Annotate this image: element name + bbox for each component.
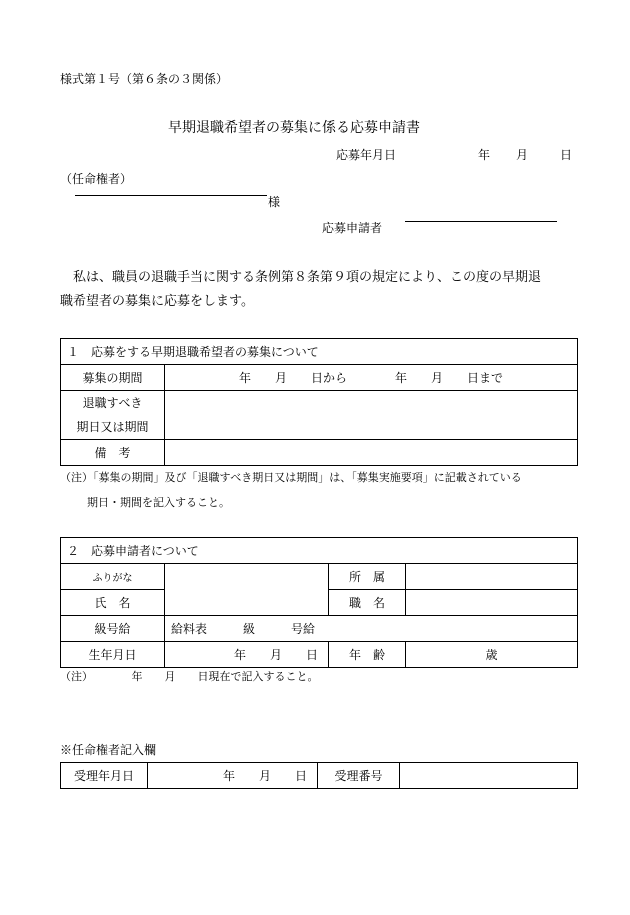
period-value[interactable]: 年 月 日から 年 月 日まで — [165, 365, 578, 391]
remarks-label: 備 考 — [61, 440, 165, 466]
appointer-label: （任命権者） — [60, 172, 133, 186]
furigana-label: ふりがな — [61, 564, 165, 590]
section1-note-line-2: 期日・期間を記入すること。 — [87, 496, 230, 509]
applicant-label: 応募申請者 — [322, 221, 383, 235]
position-value[interactable] — [406, 590, 578, 616]
section1-note-line-1: （注）「募集の期間」及び「退職すべき期日又は期間」は、「募集実施要項」に記載されている — [60, 471, 522, 484]
receipt-number-value[interactable] — [400, 763, 578, 789]
period-label: 募集の期間 — [61, 365, 165, 391]
name-value[interactable] — [165, 564, 329, 616]
receipt-date-value[interactable]: 年 月 日 — [148, 763, 318, 789]
dept-label: 所 属 — [329, 564, 406, 590]
section2-note: （注） 年 月 日現在で記入すること。 — [60, 670, 319, 683]
form-number: 様式第１号（第６条の３関係） — [60, 72, 229, 86]
retire-label-cell — [61, 391, 165, 440]
receipt-number-label: 受理番号 — [318, 763, 400, 789]
section2-table — [60, 537, 578, 668]
section1-heading: １ 応募をする早期退職希望者の募集について — [61, 339, 578, 365]
dept-value[interactable] — [406, 564, 578, 590]
retire-value[interactable] — [165, 391, 578, 440]
intro-line-2: 職希望者の募集に応募をします。 — [60, 294, 254, 309]
birth-value[interactable]: 年 月 日 — [165, 642, 329, 668]
section1-table — [60, 338, 578, 466]
position-label: 職 名 — [329, 590, 406, 616]
application-date-month: 月 — [516, 148, 529, 162]
birth-label: 生年月日 — [61, 642, 165, 668]
retire-label-line-1: 退職すべき — [82, 396, 143, 410]
applicant-signature-line[interactable] — [405, 221, 557, 222]
appointer-name-line[interactable] — [75, 195, 267, 196]
section2-heading: ２ 応募申請者について — [61, 538, 578, 564]
grade-value[interactable]: 給料表 級 号給 — [165, 616, 578, 642]
age-label: 年 齢 — [329, 642, 406, 668]
application-date-year: 年 — [478, 148, 491, 162]
retire-label-line-2: 期日又は期間 — [76, 420, 149, 434]
page-title: 早期退職希望者の募集に係る応募申請書 — [168, 120, 420, 136]
section3-heading: ※任命権者記入欄 — [60, 743, 157, 757]
grade-label: 級号給 — [61, 616, 165, 642]
application-date-label: 応募年月日 — [336, 148, 397, 162]
section3-table — [60, 762, 578, 789]
receipt-date-label: 受理年月日 — [61, 763, 148, 789]
age-value[interactable]: 歳 — [406, 642, 578, 668]
appointer-honorific: 様 — [268, 195, 281, 209]
application-date-day: 日 — [560, 148, 573, 162]
intro-line-1: 私は、職員の退職手当に関する条例第８条第９項の規定により、この度の早期退 — [73, 270, 542, 285]
name-label: 氏 名 — [61, 590, 165, 616]
remarks-value[interactable] — [165, 440, 578, 466]
